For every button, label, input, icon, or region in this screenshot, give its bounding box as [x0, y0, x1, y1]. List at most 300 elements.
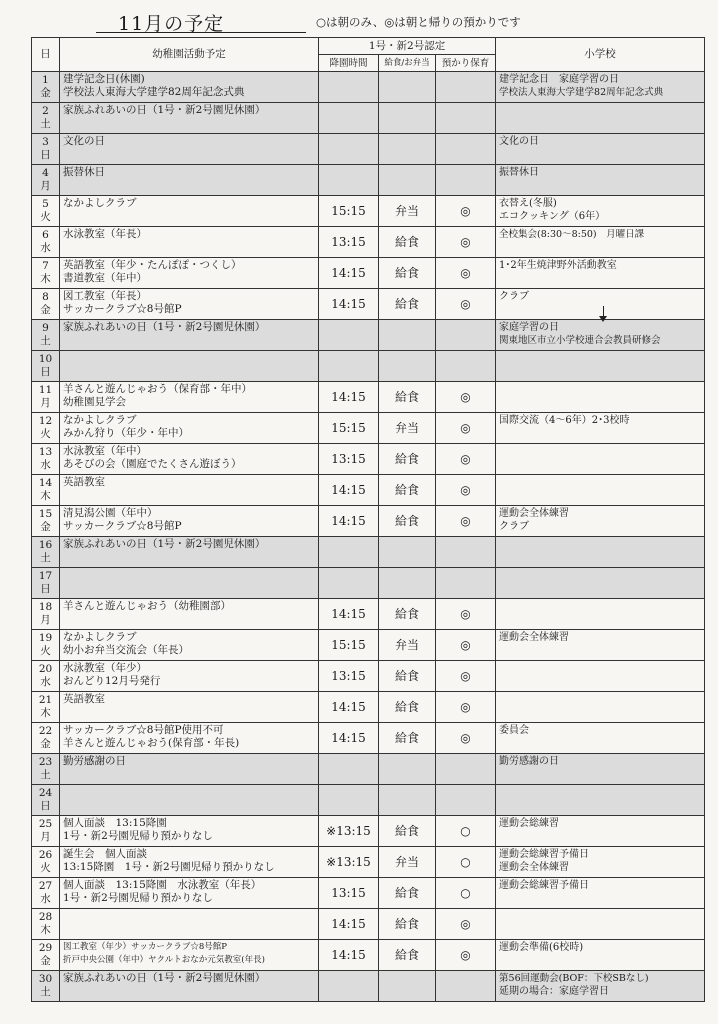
school-event-line: 運動会全体練習: [499, 862, 570, 873]
childcare-cell: ◎: [436, 413, 496, 444]
childcare-cell: ◎: [436, 444, 496, 475]
meal-cell: [379, 754, 436, 785]
kindergarten-activity-cell: [60, 258, 319, 289]
date-number: 14: [38, 477, 53, 489]
pickup-time-cell: 14:15: [319, 909, 379, 940]
date-number: 19: [38, 632, 53, 644]
table-row: [32, 72, 705, 103]
day-cell: [32, 320, 60, 351]
date-number: 30: [38, 973, 53, 985]
date-number: 29: [38, 942, 53, 954]
table-row: [32, 382, 705, 413]
elementary-school-cell: [496, 165, 705, 196]
school-event-line: 文化の日: [499, 136, 540, 147]
meal-cell: 給食: [379, 444, 436, 475]
pickup-time-cell: 14:15: [319, 599, 379, 630]
childcare-cell: [436, 568, 496, 599]
date-number: 10: [38, 353, 53, 365]
date-number: 15: [38, 508, 53, 520]
date-number: 2: [42, 105, 49, 117]
childcare-cell: ◎: [436, 599, 496, 630]
childcare-cell: ◎: [436, 475, 496, 506]
kindergarten-activity-cell: [60, 971, 319, 1002]
pickup-time-cell: 13:15: [319, 227, 379, 258]
weekday: 月: [40, 614, 51, 626]
table-row: [32, 816, 705, 847]
date-number: 9: [42, 322, 49, 334]
childcare-cell: [436, 165, 496, 196]
day-cell: [32, 289, 60, 320]
pickup-time-cell: 15:15: [319, 630, 379, 661]
elementary-school-cell: [496, 382, 705, 413]
weekday: 金: [40, 521, 51, 533]
weekday: 金: [40, 955, 51, 967]
activity-line: 家族ふれあいの日（1号・新2号園児休園）: [63, 538, 266, 550]
elementary-school-cell: [496, 227, 705, 258]
childcare-cell: ◎: [436, 940, 496, 971]
weekday: 水: [40, 676, 51, 688]
meal-cell: 弁当: [379, 847, 436, 878]
childcare-cell: [436, 971, 496, 1002]
kindergarten-activity-cell: [60, 599, 319, 630]
activity-line: 水泳教室（年中）: [63, 445, 147, 457]
meal-cell: 給食: [379, 909, 436, 940]
weekday: 日: [40, 149, 51, 161]
date-number: 16: [38, 539, 53, 551]
title-underline: [96, 32, 306, 33]
activity-line: 個人面談 13:15降園 水泳教室（年長）: [63, 879, 262, 891]
table-row: [32, 847, 705, 878]
elementary-school-cell: [496, 940, 705, 971]
school-event-line: 関東地区市立小学校連合会教員研修会: [499, 335, 661, 346]
activity-line: なかよしクラブ: [63, 197, 137, 209]
weekday: 土: [40, 986, 51, 998]
kindergarten-activity-cell: [60, 382, 319, 413]
activity-line: 英語教室: [63, 476, 105, 488]
pickup-time-cell: [319, 785, 379, 816]
schedule-table: [31, 37, 705, 1002]
weekday: 水: [40, 242, 51, 254]
header-pickup-time: 降園時間: [319, 55, 379, 72]
kindergarten-activity-cell: [60, 723, 319, 754]
childcare-cell: ◎: [436, 289, 496, 320]
weekday: 土: [40, 335, 51, 347]
table-row: [32, 754, 705, 785]
elementary-school-cell: [496, 506, 705, 537]
table-row: [32, 940, 705, 971]
weekday: 木: [40, 707, 51, 719]
date-number: 12: [38, 415, 53, 427]
table-row: [32, 537, 705, 568]
weekday: 日: [40, 583, 51, 595]
meal-cell: 給食: [379, 506, 436, 537]
meal-cell: 弁当: [379, 413, 436, 444]
childcare-cell: ○: [436, 878, 496, 909]
table-row: [32, 723, 705, 754]
kindergarten-activity-cell: [60, 537, 319, 568]
table-row: [32, 785, 705, 816]
day-cell: [32, 723, 60, 754]
school-event-line: クラブ: [499, 291, 530, 302]
childcare-cell: ◎: [436, 909, 496, 940]
childcare-cell: ◎: [436, 382, 496, 413]
childcare-cell: ○: [436, 847, 496, 878]
school-event-line: 建学記念日 家庭学習の日: [499, 74, 620, 85]
childcare-cell: ◎: [436, 630, 496, 661]
kindergarten-activity-cell: [60, 165, 319, 196]
activity-line: 1号・新2号園児帰り預かりなし: [63, 830, 213, 842]
date-number: 23: [38, 756, 53, 768]
kindergarten-activity-cell: [60, 692, 319, 723]
day-cell: [32, 258, 60, 289]
activity-line: サッカークラブ☆8号館P: [63, 303, 182, 315]
kindergarten-activity-cell: [60, 754, 319, 785]
activity-line: 幼稚園見学会: [63, 396, 126, 408]
school-event-line: クラブ: [499, 521, 530, 532]
pickup-time-cell: 15:15: [319, 413, 379, 444]
weekday: 火: [40, 428, 51, 440]
day-cell: [32, 506, 60, 537]
elementary-school-cell: [496, 196, 705, 227]
pickup-time-cell: [319, 320, 379, 351]
activity-line: 学校法人東海大学建学82周年記念式典: [63, 86, 245, 98]
meal-cell: 給食: [379, 816, 436, 847]
day-cell: [32, 754, 60, 785]
kindergarten-activity-cell: [60, 289, 319, 320]
meal-cell: [379, 320, 436, 351]
elementary-school-cell: [496, 320, 705, 351]
kindergarten-activity-cell: [60, 227, 319, 258]
day-cell: [32, 444, 60, 475]
weekday: 火: [40, 645, 51, 657]
childcare-cell: ◎: [436, 723, 496, 754]
childcare-cell: ◎: [436, 258, 496, 289]
day-cell: [32, 630, 60, 661]
date-number: 27: [38, 880, 53, 892]
date-number: 17: [38, 570, 53, 582]
day-cell: [32, 599, 60, 630]
school-event-line: 運動会総練習予備日: [499, 849, 590, 860]
school-event-line: 国際交流（4～6年）2･3校時: [499, 415, 630, 426]
legend-note: ○は朝のみ、◎は朝と帰りの預かりです: [316, 15, 521, 29]
kindergarten-activity-cell: [60, 103, 319, 134]
elementary-school-cell: [496, 475, 705, 506]
meal-cell: [379, 568, 436, 599]
table-row: [32, 165, 705, 196]
date-number: 5: [42, 198, 49, 210]
date-number: 26: [38, 849, 53, 861]
childcare-cell: [436, 72, 496, 103]
pickup-time-cell: ※13:15: [319, 847, 379, 878]
date-number: 6: [42, 229, 49, 241]
table-row: [32, 506, 705, 537]
childcare-cell: [436, 754, 496, 785]
table-row: [32, 258, 705, 289]
meal-cell: [379, 537, 436, 568]
childcare-cell: ○: [436, 816, 496, 847]
weekday: 金: [40, 87, 51, 99]
table-row: [32, 661, 705, 692]
date-number: 8: [42, 291, 49, 303]
table-row: [32, 692, 705, 723]
kindergarten-activity-cell: [60, 630, 319, 661]
elementary-school-cell: [496, 72, 705, 103]
activity-line: おんどり12月号発行: [63, 675, 161, 687]
activity-line: 1号・新2号園児帰り預かりなし: [63, 892, 213, 904]
elementary-school-cell: [496, 258, 705, 289]
table-row: [32, 320, 705, 351]
day-cell: [32, 382, 60, 413]
pickup-time-cell: 14:15: [319, 475, 379, 506]
activity-line: 書道教室（年中）: [63, 272, 147, 284]
table-row: [32, 103, 705, 134]
school-event-line: 家庭学習の日: [499, 322, 560, 333]
activity-line: 図工教室（年少）サッカークラブ☆8号館P: [63, 942, 227, 952]
meal-cell: 給食: [379, 692, 436, 723]
weekday: 日: [40, 366, 51, 378]
table-row: [32, 630, 705, 661]
activity-line: 家族ふれあいの日（1号・新2号園児休園）: [63, 104, 266, 116]
elementary-school-cell: [496, 971, 705, 1002]
childcare-cell: [436, 785, 496, 816]
kindergarten-activity-cell: [60, 72, 319, 103]
meal-cell: [379, 785, 436, 816]
activity-line: 折戸中央公園（年中）ヤクルトおなか元気教室(年長): [63, 954, 265, 965]
meal-cell: 給食: [379, 475, 436, 506]
childcare-cell: ◎: [436, 227, 496, 258]
meal-cell: [379, 971, 436, 1002]
elementary-school-cell: [496, 692, 705, 723]
kindergarten-activity-cell: [60, 661, 319, 692]
weekday: 土: [40, 118, 51, 130]
elementary-school-cell: [496, 816, 705, 847]
day-cell: [32, 661, 60, 692]
activity-line: 図工教室（年長）: [63, 290, 147, 302]
elementary-school-cell: [496, 289, 705, 320]
meal-cell: [379, 351, 436, 382]
kindergarten-activity-cell: [60, 351, 319, 382]
day-cell: [32, 413, 60, 444]
day-cell: [32, 227, 60, 258]
weekday: 月: [40, 180, 51, 192]
kindergarten-activity-cell: [60, 196, 319, 227]
day-cell: [32, 165, 60, 196]
weekday: 水: [40, 893, 51, 905]
school-event-line: 運動会全体練習: [499, 632, 570, 643]
pickup-time-cell: 14:15: [319, 940, 379, 971]
school-event-line: 委員会: [499, 725, 530, 736]
school-event-line: 運動会総練習予備日: [499, 880, 590, 891]
meal-cell: 給食: [379, 382, 436, 413]
school-event-line: 学校法人東海大学建学82周年記念式典: [499, 87, 664, 98]
childcare-cell: ◎: [436, 661, 496, 692]
kindergarten-activity-cell: [60, 320, 319, 351]
childcare-cell: [436, 537, 496, 568]
kindergarten-activity-cell: [60, 847, 319, 878]
meal-cell: 弁当: [379, 196, 436, 227]
meal-cell: 給食: [379, 599, 436, 630]
table-row: [32, 568, 705, 599]
meal-cell: [379, 165, 436, 196]
activity-line: 家族ふれあいの日（1号・新2号園児休園）: [63, 972, 266, 984]
childcare-cell: [436, 351, 496, 382]
kindergarten-activity-cell: [60, 816, 319, 847]
elementary-school-cell: [496, 847, 705, 878]
meal-cell: 給食: [379, 723, 436, 754]
date-number: 3: [42, 136, 49, 148]
pickup-time-cell: 13:15: [319, 661, 379, 692]
weekday: 土: [40, 552, 51, 564]
elementary-school-cell: [496, 754, 705, 785]
meal-cell: [379, 134, 436, 165]
pickup-time-cell: [319, 134, 379, 165]
pickup-time-cell: 14:15: [319, 723, 379, 754]
elementary-school-cell: [496, 537, 705, 568]
activity-line: 勤労感謝の日: [63, 755, 126, 767]
day-cell: [32, 816, 60, 847]
elementary-school-cell: [496, 351, 705, 382]
meal-cell: [379, 103, 436, 134]
date-number: 28: [38, 911, 53, 923]
weekday: 日: [40, 800, 51, 812]
date-number: 1: [42, 74, 49, 86]
header-day: 日: [32, 38, 60, 72]
elementary-school-cell: [496, 103, 705, 134]
pickup-time-cell: 13:15: [319, 444, 379, 475]
elementary-school-cell: [496, 723, 705, 754]
meal-cell: 給食: [379, 227, 436, 258]
table-row: [32, 971, 705, 1002]
kindergarten-activity-cell: [60, 785, 319, 816]
weekday: 月: [40, 831, 51, 843]
kindergarten-activity-cell: [60, 940, 319, 971]
activity-line: 家族ふれあいの日（1号・新2号園児休園）: [63, 321, 266, 333]
pickup-time-cell: 14:15: [319, 258, 379, 289]
elementary-school-cell: [496, 785, 705, 816]
pickup-time-cell: [319, 754, 379, 785]
pickup-time-cell: 13:15: [319, 878, 379, 909]
weekday: 水: [40, 459, 51, 471]
kindergarten-activity-cell: [60, 413, 319, 444]
activity-line: サッカークラブ☆8号館P: [63, 520, 182, 532]
header-meal: 給食/お弁当: [379, 55, 436, 72]
date-number: 21: [38, 694, 53, 706]
day-cell: [32, 940, 60, 971]
date-number: 7: [42, 260, 49, 272]
weekday: 木: [40, 490, 51, 502]
table-row: [32, 444, 705, 475]
activity-line: 英語教室（年少・たんぽぽ・つくし）: [63, 259, 242, 271]
date-number: 24: [38, 787, 53, 799]
meal-cell: 給食: [379, 940, 436, 971]
day-cell: [32, 971, 60, 1002]
day-cell: [32, 134, 60, 165]
activity-line: 13:15降園 1号・新2号園児帰り預かりなし: [63, 861, 275, 873]
activity-line: なかよしクラブ: [63, 631, 137, 643]
pickup-time-cell: [319, 971, 379, 1002]
childcare-cell: [436, 134, 496, 165]
pickup-time-cell: [319, 103, 379, 134]
activity-line: 建学記念日(休園): [63, 73, 145, 85]
activity-line: 幼小お弁当交流会（年長）: [63, 644, 189, 656]
weekday: 金: [40, 304, 51, 316]
elementary-school-cell: [496, 134, 705, 165]
pickup-time-cell: 14:15: [319, 289, 379, 320]
school-event-line: 延期の場合：家庭学習日: [499, 986, 610, 997]
meal-cell: 弁当: [379, 630, 436, 661]
activity-line: サッカークラブ☆8号館P使用不可: [63, 724, 224, 736]
date-number: 25: [38, 818, 53, 830]
day-cell: [32, 692, 60, 723]
pickup-time-cell: 15:15: [319, 196, 379, 227]
day-cell: [32, 909, 60, 940]
pickup-time-cell: [319, 72, 379, 103]
date-number: 13: [38, 446, 53, 458]
table-row: [32, 196, 705, 227]
kindergarten-activity-cell: [60, 909, 319, 940]
activity-line: 羊さんと遊んじゃおう（幼稚園部）: [63, 600, 231, 612]
day-cell: [32, 568, 60, 599]
day-cell: [32, 847, 60, 878]
date-number: 22: [38, 725, 53, 737]
schedule-rows: [32, 72, 705, 1002]
meal-cell: 給食: [379, 289, 436, 320]
elementary-school-cell: [496, 909, 705, 940]
childcare-cell: ◎: [436, 196, 496, 227]
weekday: 月: [40, 397, 51, 409]
childcare-cell: [436, 103, 496, 134]
weekday: 金: [40, 738, 51, 750]
weekday: 土: [40, 769, 51, 781]
table-row: [32, 475, 705, 506]
down-arrow-icon: [599, 316, 607, 322]
day-cell: [32, 878, 60, 909]
activity-line: 個人面談 13:15降園: [63, 817, 167, 829]
activity-line: あそびの会（園庭でたくさん遊ぼう）: [63, 458, 242, 470]
elementary-school-cell: [496, 599, 705, 630]
activity-line: 羊さんと遊んじゃおう(保育部・年長): [63, 737, 240, 749]
activity-line: 羊さんと遊んじゃおう（保育部・年中）: [63, 383, 252, 395]
header-kindergarten: 幼稚園活動予定: [60, 38, 319, 72]
page-title: 11月の予定: [118, 13, 225, 35]
table-row: [32, 351, 705, 382]
date-number: 18: [38, 601, 53, 613]
meal-cell: [379, 72, 436, 103]
pickup-time-cell: 14:15: [319, 692, 379, 723]
day-cell: [32, 72, 60, 103]
weekday: 火: [40, 211, 51, 223]
pickup-time-cell: ※13:15: [319, 816, 379, 847]
elementary-school-cell: [496, 630, 705, 661]
meal-cell: 給食: [379, 258, 436, 289]
kindergarten-activity-cell: [60, 134, 319, 165]
school-event-line: 第56回運動会(BOF：下校SBなし): [499, 973, 649, 984]
childcare-cell: [436, 320, 496, 351]
kindergarten-activity-cell: [60, 506, 319, 537]
activity-line: 水泳教室（年少）: [63, 662, 147, 674]
pickup-time-cell: [319, 165, 379, 196]
pickup-time-cell: 14:15: [319, 506, 379, 537]
day-cell: [32, 351, 60, 382]
childcare-cell: ◎: [436, 506, 496, 537]
elementary-school-cell: [496, 413, 705, 444]
school-event-line: 勤労感謝の日: [499, 756, 560, 767]
pickup-time-cell: [319, 537, 379, 568]
school-event-line: 運動会全体練習: [499, 508, 570, 519]
kindergarten-activity-cell: [60, 568, 319, 599]
school-event-line: 衣替え(冬服): [499, 198, 557, 209]
table-row: [32, 134, 705, 165]
